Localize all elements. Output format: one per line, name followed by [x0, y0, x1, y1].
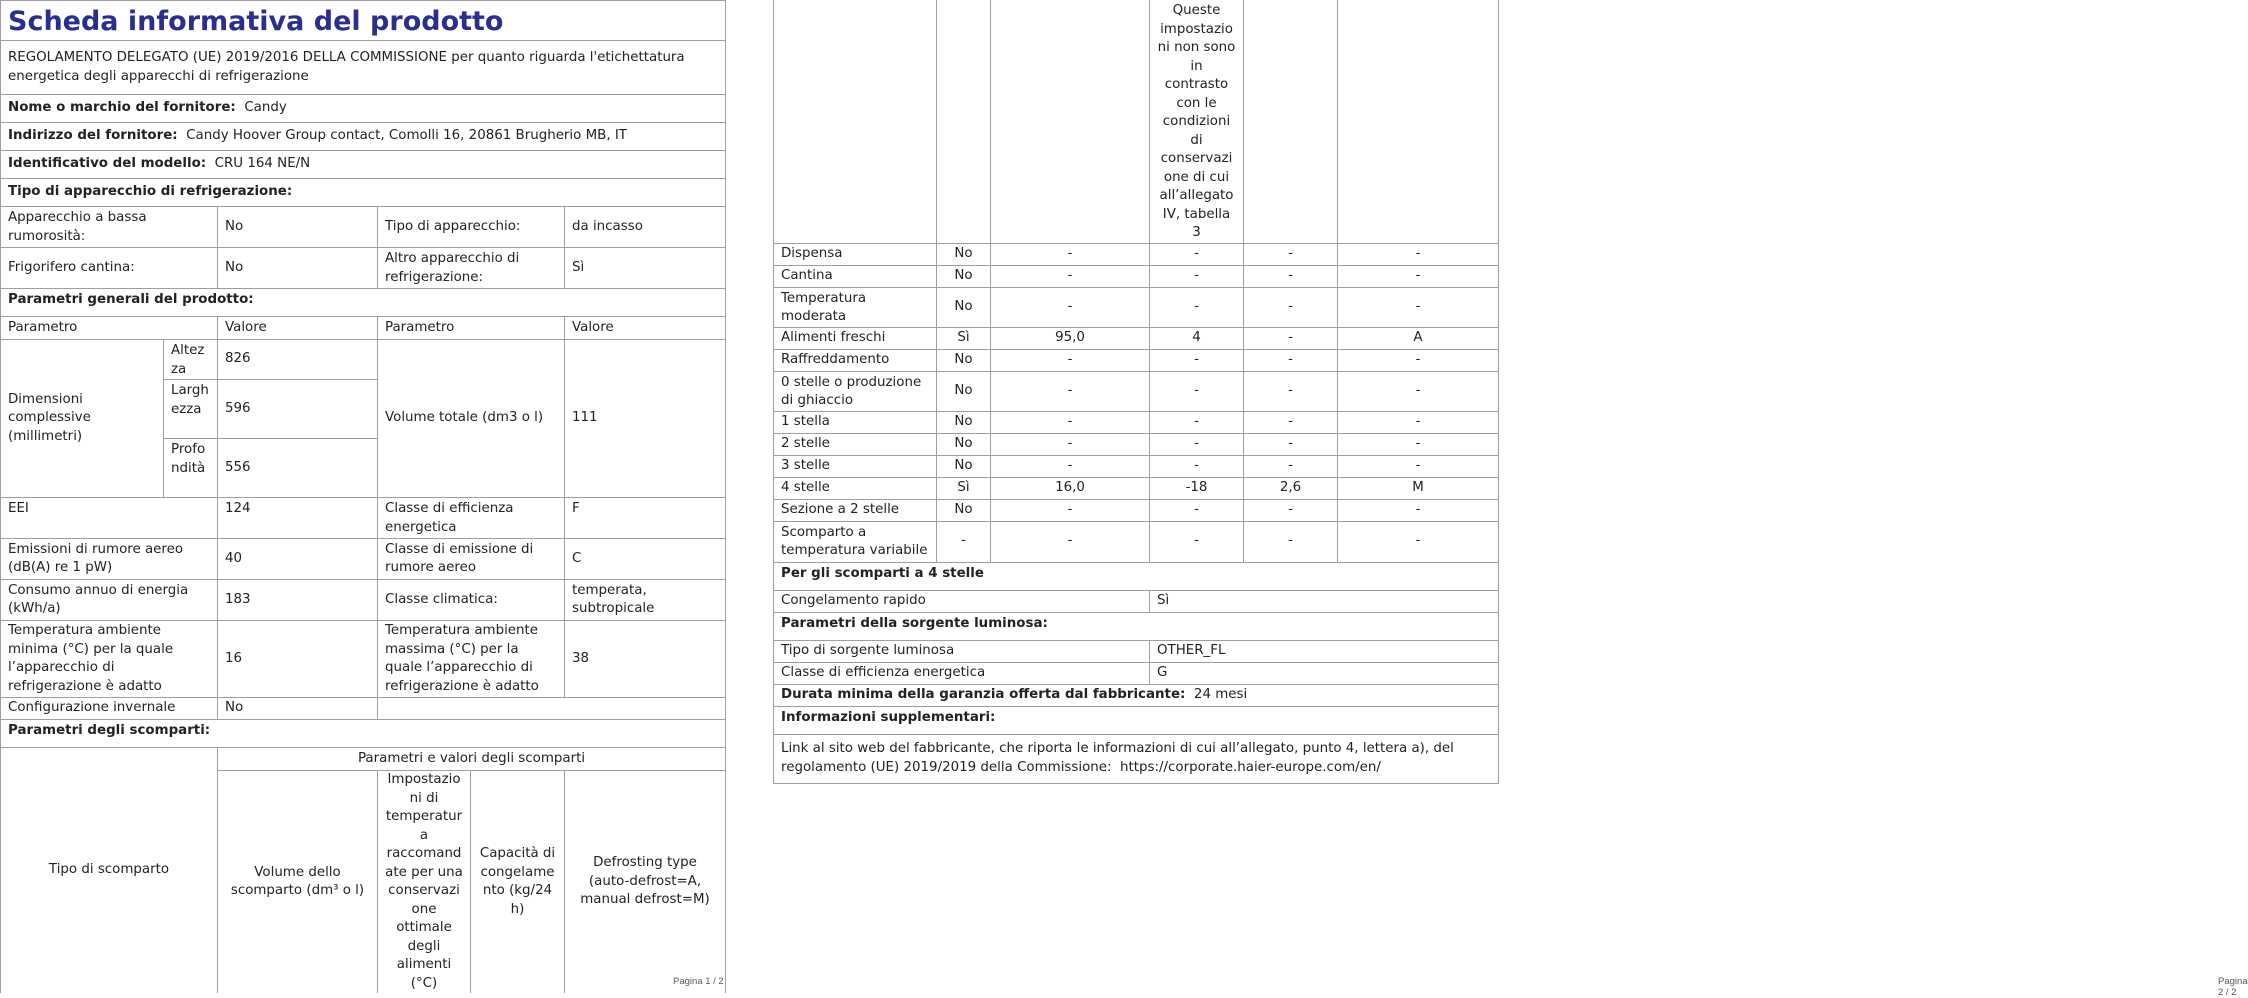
compartment-temp: - — [1150, 371, 1244, 411]
comp-freeze-header: Capacità di congelamento (kg/24 h) — [471, 771, 565, 994]
compartment-volume: - — [991, 455, 1150, 477]
design-type-value: da incasso — [565, 207, 726, 248]
manufacturer-link-row — [774, 734, 1499, 783]
height-value: 826 — [218, 340, 378, 380]
compartment-name: 0 stelle o produzione di ghiaccio — [774, 371, 937, 411]
compartment-row — [774, 287, 1499, 327]
compartment-freeze-capacity: - — [1244, 499, 1338, 521]
compartment-present: - — [937, 521, 991, 562]
compartment-volume: - — [991, 411, 1150, 433]
compartment-defrost-type: M — [1338, 477, 1499, 499]
eei-value: 124 — [218, 498, 378, 539]
other-appliance-label: Altro apparecchio di refrigerazione: — [378, 248, 565, 289]
width-label: Larghezza — [164, 380, 218, 439]
compartment-temp: - — [1150, 433, 1244, 455]
compartment-present: No — [937, 243, 991, 265]
col-value-header-2: Valore — [565, 317, 726, 340]
compartment-params-header: Parametri degli scomparti: — [1, 720, 726, 748]
compartment-freeze-capacity: - — [1244, 243, 1338, 265]
compartment-temp: - — [1150, 287, 1244, 327]
compartment-defrost-type: - — [1338, 349, 1499, 371]
compartment-defrost-type: - — [1338, 265, 1499, 287]
general-params-header: Parametri generali del prodotto: — [1, 289, 726, 317]
col-parameter-header: Parametro — [1, 317, 218, 340]
compartment-defrost-type: - — [1338, 521, 1499, 562]
winter-value: No — [218, 698, 378, 720]
wine-storage-value: No — [218, 248, 378, 289]
eei-label: EEI — [1, 498, 218, 539]
compartment-name: Sezione a 2 stelle — [774, 499, 937, 521]
compartment-present: No — [937, 455, 991, 477]
warranty-row — [774, 684, 1499, 706]
compartment-volume: - — [991, 243, 1150, 265]
annual-energy-label: Consumo annuo di energia (kWh/a) — [1, 580, 218, 621]
comp-temp-note: Queste impostazioni non sono in contrasto con le condizioni di conservazione di cui all’allegato IV, tabella 3 — [1150, 0, 1244, 243]
compartment-present: No — [937, 349, 991, 371]
warranty-value: 24 mesi — [1193, 686, 1248, 702]
warranty-label: Durata minima della garanzia offerta dal fabbricante: — [781, 686, 1186, 702]
compartment-present: No — [937, 499, 991, 521]
light-type-label: Tipo di sorgente luminosa — [774, 640, 1150, 662]
compartment-name: 4 stelle — [774, 477, 937, 499]
design-type-label: Tipo di apparecchio: — [378, 207, 565, 248]
compartment-name: Cantina — [774, 265, 937, 287]
light-type-value: OTHER_FL — [1150, 640, 1499, 662]
model-identifier: CRU 164 NE/N — [214, 156, 311, 172]
compartment-temp: - — [1150, 243, 1244, 265]
compartment-name: 3 stelle — [774, 455, 937, 477]
page-2 — [773, 0, 2248, 998]
compartment-defrost-type: - — [1338, 411, 1499, 433]
compartment-defrost-type: A — [1338, 327, 1499, 349]
product-info-table-page1 — [0, 0, 726, 993]
compartment-freeze-capacity: - — [1244, 287, 1338, 327]
width-value: 596 — [218, 380, 378, 439]
compartment-present: Sì — [937, 477, 991, 499]
compartment-temp: 4 — [1150, 327, 1244, 349]
comp-temp-header: Impostazioni di temperatura raccomandate per una conservazione ottimale degli alimenti (°C) — [378, 771, 471, 994]
continued-volume-cell — [991, 0, 1150, 243]
light-source-header: Parametri della sorgente luminosa: — [774, 612, 1499, 640]
supplier-address-row — [1, 123, 726, 151]
light-class-value: G — [1150, 662, 1499, 684]
model-label: Identificativo del modello: — [8, 156, 207, 172]
compartment-row — [774, 499, 1499, 521]
compartment-freeze-capacity: - — [1244, 521, 1338, 562]
noise-value: 40 — [218, 539, 378, 580]
regulation-text: REGOLAMENTO DELEGATO (UE) 2019/2016 DELLA COMMISSIONE per quanto riguarda l'etichettatura energetica degli apparecchi di refrigerazione — [1, 41, 726, 95]
winter-label: Configurazione invernale — [1, 698, 218, 720]
low-noise-label: Apparecchio a bassa rumorosità: — [1, 207, 218, 248]
fast-freeze-value: Sì — [1150, 590, 1499, 612]
annual-energy-value: 183 — [218, 580, 378, 621]
compartment-freeze-capacity: 2,6 — [1244, 477, 1338, 499]
page-1 — [0, 0, 728, 991]
compartment-row — [774, 521, 1499, 562]
compartment-volume: - — [991, 265, 1150, 287]
additional-info-header: Informazioni supplementari: — [774, 706, 1499, 734]
compartment-name: Temperatura moderata — [774, 287, 937, 327]
noise-label: Emissioni di rumore aereo (dB(A) re 1 pW) — [1, 539, 218, 580]
compartment-row — [774, 265, 1499, 287]
document-title: Scheda informativa del prodotto — [1, 1, 726, 41]
compartment-defrost-type: - — [1338, 371, 1499, 411]
col-parameter-header-2: Parametro — [378, 317, 565, 340]
compartment-row — [774, 411, 1499, 433]
continued-present-cell — [937, 0, 991, 243]
compartment-volume: - — [991, 349, 1150, 371]
total-volume-label: Volume totale (dm3 o l) — [378, 340, 565, 498]
compartment-rows — [774, 243, 1499, 562]
compartment-row — [774, 455, 1499, 477]
supplier-name-row — [1, 95, 726, 123]
compartment-row — [774, 327, 1499, 349]
compartment-temp: - — [1150, 455, 1244, 477]
noise-class-label: Classe di emissione di rumore aereo — [378, 539, 565, 580]
compartment-volume: 16,0 — [991, 477, 1150, 499]
compartment-freeze-capacity: - — [1244, 327, 1338, 349]
comp-volume-header: Volume dello scomparto (dm³ o l) — [218, 771, 378, 994]
compartment-freeze-capacity: - — [1244, 433, 1338, 455]
compartment-temp: - — [1150, 499, 1244, 521]
compartment-freeze-capacity: - — [1244, 455, 1338, 477]
total-volume-value: 111 — [565, 340, 726, 498]
compartment-freeze-capacity: - — [1244, 371, 1338, 411]
winter-empty-cell — [378, 698, 726, 720]
col-value-header: Valore — [218, 317, 378, 340]
compartment-name: Alimenti freschi — [774, 327, 937, 349]
low-noise-value: No — [218, 207, 378, 248]
energy-class-label: Classe di efficienza energetica — [378, 498, 565, 539]
compartment-row — [774, 243, 1499, 265]
page-number-2: Pagina 2 / 2 — [2218, 976, 2248, 998]
height-label: Altezza — [164, 340, 218, 380]
compartment-defrost-type: - — [1338, 499, 1499, 521]
wine-storage-label: Frigorifero cantina: — [1, 248, 218, 289]
supplier-address-label: Indirizzo del fornitore: — [8, 128, 178, 144]
compartment-present: No — [937, 411, 991, 433]
model-row — [1, 151, 726, 179]
compartment-temp: - — [1150, 521, 1244, 562]
compartment-defrost-type: - — [1338, 455, 1499, 477]
compartment-defrost-type: - — [1338, 433, 1499, 455]
other-appliance-value: Sì — [565, 248, 726, 289]
compartment-volume: - — [991, 371, 1150, 411]
compartment-present: No — [937, 287, 991, 327]
compartment-row — [774, 477, 1499, 499]
compartment-volume: - — [991, 287, 1150, 327]
compartment-volume: - — [991, 521, 1150, 562]
compartment-row — [774, 371, 1499, 411]
depth-label: Profondità — [164, 439, 218, 498]
max-temp-value: 38 — [565, 621, 726, 698]
depth-value: 556 — [218, 439, 378, 498]
compartment-defrost-type: - — [1338, 243, 1499, 265]
compartment-present: No — [937, 433, 991, 455]
compartment-present: No — [937, 265, 991, 287]
climate-class-label: Classe climatica: — [378, 580, 565, 621]
continued-freeze-cell — [1244, 0, 1338, 243]
compartment-temp: - — [1150, 411, 1244, 433]
compartment-name: Scomparto a temperatura variabile — [774, 521, 937, 562]
compartment-name: Dispensa — [774, 243, 937, 265]
compartment-name: 2 stelle — [774, 433, 937, 455]
compartment-temp: - — [1150, 349, 1244, 371]
page-number-1: Pagina 1 / 2 — [673, 976, 724, 987]
manufacturer-link-url[interactable]: https://corporate.haier-europe.com/en/ — [1120, 759, 1381, 775]
compartment-temp: -18 — [1150, 477, 1244, 499]
manufacturer-link-text: Link al sito web del fabbricante, che riporta le informazioni di cui all’allegato, punto 4, lettera a), del regolamento (UE) 2019/2019 della Commissione: — [781, 741, 1454, 775]
min-temp-label: Temperatura ambiente minima (°C) per la quale l’apparecchio di refrigerazione è adatto — [1, 621, 218, 698]
compartment-present: Sì — [937, 327, 991, 349]
compartment-freeze-capacity: - — [1244, 411, 1338, 433]
supplier-name: Candy — [244, 100, 287, 116]
energy-class-value: F — [565, 498, 726, 539]
supplier-name-label: Nome o marchio del fornitore: — [8, 100, 236, 116]
supplier-address: Candy Hoover Group contact, Comolli 16, 20861 Brugherio MB, IT — [186, 128, 627, 144]
dimensions-label: Dimensioni complessive (millimetri) — [1, 340, 164, 498]
four-star-header: Per gli scomparti a 4 stelle — [774, 562, 1499, 590]
compartment-volume: - — [991, 499, 1150, 521]
compartment-defrost-type: - — [1338, 287, 1499, 327]
compartment-freeze-capacity: - — [1244, 265, 1338, 287]
compartment-volume: 95,0 — [991, 327, 1150, 349]
appliance-type-header: Tipo di apparecchio di refrigerazione: — [1, 179, 726, 207]
compartment-row — [774, 349, 1499, 371]
compartment-values-header: Parametri e valori degli scomparti — [218, 748, 726, 771]
product-info-table-page2 — [773, 0, 1499, 784]
compartment-type-header: Tipo di scomparto — [1, 748, 218, 994]
light-class-label: Classe di efficienza energetica — [774, 662, 1150, 684]
compartment-volume: - — [991, 433, 1150, 455]
compartment-temp: - — [1150, 265, 1244, 287]
compartment-freeze-capacity: - — [1244, 349, 1338, 371]
compartment-row — [774, 433, 1499, 455]
climate-class-value: temperata, subtropicale — [565, 580, 726, 621]
compartment-name: 1 stella — [774, 411, 937, 433]
noise-class-value: C — [565, 539, 726, 580]
fast-freeze-label: Congelamento rapido — [774, 590, 1150, 612]
min-temp-value: 16 — [218, 621, 378, 698]
compartment-name: Raffreddamento — [774, 349, 937, 371]
compartment-present: No — [937, 371, 991, 411]
continued-defrost-cell — [1338, 0, 1499, 243]
max-temp-label: Temperatura ambiente massima (°C) per la quale l’apparecchio di refrigerazione è adatto — [378, 621, 565, 698]
continued-type-cell — [774, 0, 937, 243]
comp-defrost-header: Defrosting type (auto-defrost=A, manual defrost=M) — [565, 771, 726, 994]
